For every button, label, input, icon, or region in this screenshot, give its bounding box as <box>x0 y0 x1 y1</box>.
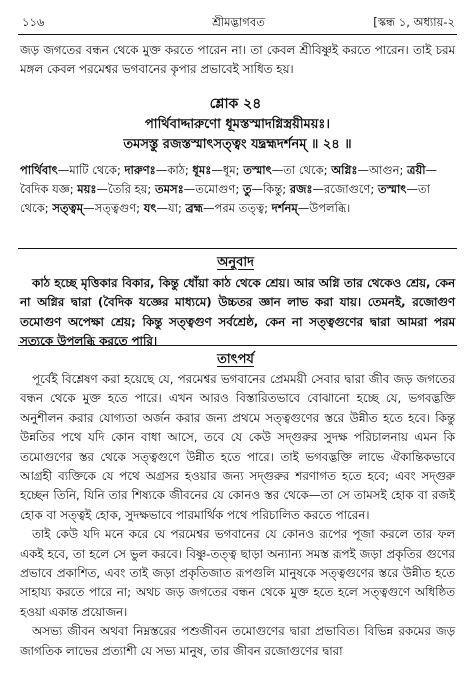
synonym-meaning: তা থেকে; <box>20 182 430 216</box>
carryover-paragraph: জড় জগতের বন্ধন থেকে মুক্ত করতে পারেন না। তা কেবল শ্রীবিষ্ণুই করতে পারেন। তাই চরম মঙ্গল কেবল পরমেশ্বর ভগবানের কৃপার প্রভাবেই সাধিত হয়। <box>20 43 455 77</box>
book-title: শ্রীমদ্ভাগবত <box>212 15 265 29</box>
synonym-meaning: মাটি থেকে; <box>69 163 121 177</box>
synonym-term: রজঃ <box>289 182 313 197</box>
translation-heading: অনুবাদ <box>217 255 254 270</box>
synonym-term: ত্রয়ী <box>407 163 426 177</box>
header-rule <box>18 34 457 35</box>
chapter-reference: [স্কন্ধ ১, অধ্যায়-২ <box>373 15 455 29</box>
verse-line-2: তমসস্তু রজস্তস্মাৎসত্ত্বং যদ্ব্রহ্মদর্শনম্ ॥ ২৪ ॥ <box>123 137 352 152</box>
synonym-meaning: বৈদিক যজ্ঞ; <box>20 182 74 197</box>
purport-paragraph-3: অসভ্য জীবন অথবা নিম্নস্তরের পশুজীবন তমোগুণের দ্বারা প্রভাবিত। বিভিন্ন রকমের জড় জাগতিক লাভের প্রত্যাশী যে সভ্য মানুষ, তার জীবন রজোগুণের দ্বারা <box>20 624 455 658</box>
synonym-term: দর্শনম্ <box>271 201 298 216</box>
verse-heading: শ্লোক ২৪ <box>209 96 262 112</box>
purport-heading: তাৎপর্য <box>217 352 254 367</box>
synonym-meaning: আগুন; <box>369 163 404 177</box>
purport-paragraph-2: তাই কেউ যদি মনে করে যে পরমেশ্বর ভগবানের যে কোনও রূপের পূজা করলে তার ফল একই হবে, তা হলে সে ভুল করবে। বিষ্ণু-তত্ত্ব ছাড়া অন্যান্য সমস্ত রূপই জড়া প্রকৃতির গুণের প্রভাবে প্রকাশিত, এবং তাই জড়া প্রকৃতিজাত রূপগুলি মানুষকে সত্ত্বগুণের স্তরে উন্নীত হতে সাহায্য করতে পারে না; অথচ জড় জগতের বন্ধন থেকে মুক্ত হতে হলে সত্ত্বগুণে অধিষ্ঠিত হওয়া একান্ত প্রয়োজন। <box>20 527 455 619</box>
verse-text <box>20 115 455 155</box>
verse-line-1: পার্থিবাদ্দারুণো ধূমস্তস্মাদগ্নিস্ত্রয়ীময়ঃ। <box>144 117 331 132</box>
purport-paragraph-1: পূর্বেই বিশ্লেষণ করা হয়েছে যে, পরমেশ্বর ভগবানের প্রেমময়ী সেবার দ্বারা জীব জড় জগতের বন্ধন থেকে মুক্ত হতে পারে। এখন আরও বিস্তারিতভাবে বোঝানো হচ্ছে যে, ভগবদ্ভক্তি অনুশীলন করার যোগ্যতা অর্জন করার জন্য প্রথমে সত্ত্বগুণের স্তরে উন্নীত হতে হবে। কিন্তু উন্নতির পথে যদি কোন বাধা আসে, তবে যে কেউ সদ্গুরুর সুদক্ষ পরিচালনায় এমন কি তমোগুণের স্তর থেকে সত্ত্বগুণে উন্নীত হতে পারে। তাই ভগবদ্ভক্তি লাভে ঐকান্তিকভাবে আগ্রহী ব্যক্তিকে যে পথে অগ্রসর হওয়ার জন্য সদ্গুরুর শরণাগত হতে হবে; এবং সদ্গুরু হচ্ছেন তিনি, যিনি তার শিষ্যকে জীবনের যে কোনও স্তর থেকে—তা সে তামসই হোক বা রজই হোক বা সত্ত্বই হোক, সুদক্ষভাবে পারমার্থিক পথে পরিচালিত করতে পারেন। <box>20 372 455 522</box>
synonym-term: তস্মাৎ <box>243 163 272 177</box>
synonym-term: ময়ঃ <box>77 182 97 197</box>
synonym-meaning: উপলব্ধি। <box>309 201 351 216</box>
synonym-meaning: কাঠ; <box>167 163 189 177</box>
translation-paragraph: কাঠ হচ্ছে মৃত্তিকার বিকার, কিন্তু ধোঁয়া কাঠ থেকে শ্রেয়। আর অগ্নি তার থেকেও শ্রেয়, কেন না অগ্নির দ্বারা (বৈদিক যজ্ঞের মাধ্যমে) উচ্চতর জ্ঞান লাভ করা যায়। তেমনই, রজোগুণ তমোগুণ অপেক্ষা শ্রেয়; কিন্তু সত্ত্বগুণ সর্বশ্রেষ্ঠ, কেন না সত্ত্বগুণের দ্বারা আমরা পরম সত্যকে উপলব্ধি করতে পারি। <box>20 276 455 349</box>
synonym-meaning: সত্ত্বগুণ; <box>94 201 141 216</box>
synonym-term: যৎ <box>143 201 157 216</box>
synonym-meaning: রজোগুণে; <box>324 182 375 197</box>
section-rule-2 <box>18 345 457 346</box>
synonym-term: সত্ত্বম্ <box>52 201 84 216</box>
synonym-term: তস্মাৎ <box>377 182 407 197</box>
synonym-term: অগ্নিঃ <box>331 163 358 177</box>
synonym-term: দারুণঃ <box>124 163 156 177</box>
synonym-meaning: যা; <box>167 201 182 216</box>
synonym-term: তু <box>242 182 252 197</box>
page-number: ১১৬ <box>22 15 45 29</box>
synonym-meaning: পরম তত্ত্ব; <box>214 201 269 216</box>
synonym-meaning: তা থেকে; <box>283 163 328 177</box>
synonym-meaning: তমোগুণ; <box>195 182 240 197</box>
synonym-term: পার্থিবাৎ <box>20 163 58 177</box>
synonym-meaning: তৈরি হয়; <box>108 182 152 197</box>
page-header <box>22 14 455 32</box>
synonym-meaning: ধূম; <box>222 163 240 177</box>
purport-body <box>20 370 455 661</box>
section-rule-1 <box>18 248 457 249</box>
synonym-term: তমসঃ <box>154 182 184 197</box>
synonym-term: ধূমঃ <box>192 163 212 177</box>
synonyms: পার্থিবাৎ—মাটি থেকে; দারুণঃ—কাঠ; ধূমঃ—ধূম; তস্মাৎ—তা থেকে; অগ্নিঃ—আগুন; ত্রয়ী—বৈদিক যজ্ঞ; ময়ঃ—তৈরি হয়; তমসঃ—তমোগুণ; তু—কিন্তু; রজঃ—রজোগুণে; তস্মাৎ—তা থেকে; সত্ত্বম্—সত্ত্বগুণ; যৎ—যা; ব্রহ্ম—পরম তত্ত্ব; দর্শনম্—উপলব্ধি। <box>20 163 438 216</box>
synonym-meaning: কিন্তু; <box>263 182 287 197</box>
synonym-term: ব্রহ্ম <box>185 201 204 216</box>
